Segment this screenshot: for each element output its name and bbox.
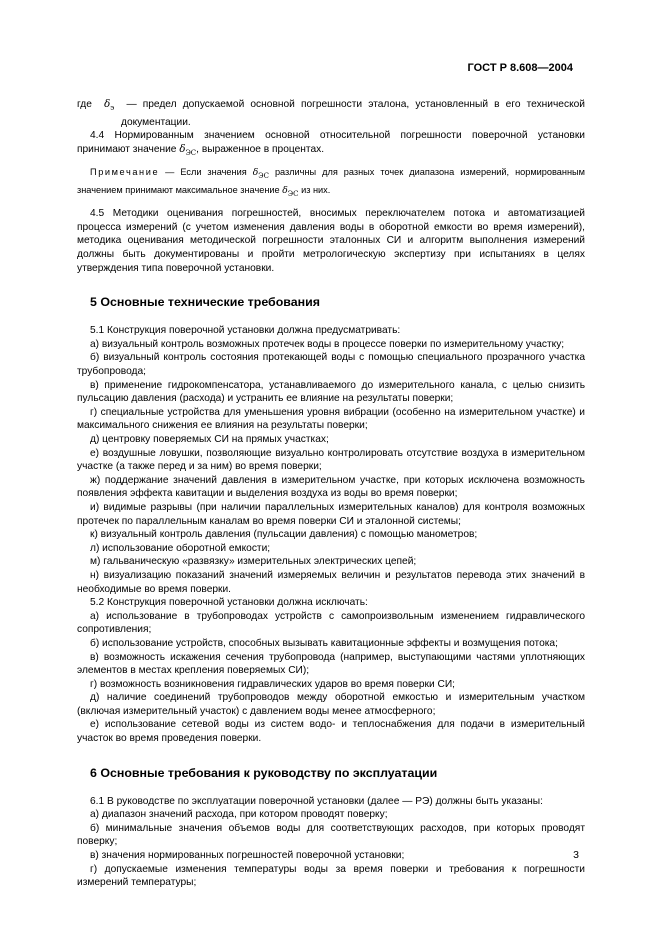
list-item-5-1: к) визуальный контроль давления (пульсации давления) с помощью манометров; [90, 529, 478, 541]
document-header: ГОСТ Р 8.608—2004 [467, 62, 573, 74]
section-5-heading: 5 Основные технические требования [90, 295, 320, 310]
list-item-5-1: г) специальные устройства для уменьшения уровня вибрации (особенно на измерительном участке) и максимального снижения ее влияния на результаты поверки; [77, 406, 585, 432]
where-word: где [77, 99, 92, 110]
page-number: 3 [573, 849, 579, 861]
list-item-6-1: а) диапазон значений расхода, при котором проводят поверку; [90, 809, 388, 821]
note-label: Примечание [90, 167, 160, 178]
list-item-5-2: г) возможность возникновения гидравлических ударов во время поверки СИ; [90, 678, 455, 690]
list-item-5-1: в) применение гидрокомпенсатора, устанавливаемого до измерительного канала, с целью снизить пульсацию давления (расхода) и устранить ее влияние на результаты поверки; [77, 379, 585, 405]
list-item-6-1: б) минимальные значения объемов воды для соответствующих расходов, при которых проводят поверку; [77, 822, 585, 848]
section-6-heading: 6 Основные требования к руководству по эксплуатации [90, 765, 438, 780]
paragraph-4-4: 4.4 Нормированным значением основной относительной погрешности поверочной установки принимают значение $\delta_{ЭС}$, выраженное в процентах. [77, 130, 585, 157]
note: Примечание — Если значения $\delta_{ЭС}$ различны для разных точек диапазона измерений, нормированным значением принимают максимальное значение $\delta_{ЭС}$ из них. [77, 167, 585, 198]
delta-e-text: — предел допускаемой основной погрешности эталона, установленный в его технической документации. [121, 99, 585, 128]
note-symbol-2: $\delta_{ЭС}$ [282, 184, 299, 198]
paragraph-5-1: 5.1 Конструкция поверочной установки должна предусматривать: [90, 325, 401, 337]
list-item-5-2: д) наличие соединений трубопроводов между оборотной емкостью и измерительным участком (включая измерительный участок) с давлением воды менее атмосферного; [77, 692, 585, 717]
list-item-5-2: а) использование в трубопроводах устройств с самопроизвольным изменением гидравлического сопротивления; [77, 610, 585, 636]
list-item-5-2: в) возможность искажения сечения трубопровода (например, выступающими частями уплотняющих элементов в местах крепления поверяемых СИ); [77, 651, 585, 677]
list-item-5-2: б) использование устройств, способных вызывать кавитационные эффекты и возмущения потока; [90, 637, 558, 649]
paragraph-4-5: 4.5 Методики оценивания погрешностей, вносимых переключателем потока и автоматизацией процесса измерений (с учетом изменения давления воды в оборотной емкости во время измерений), методика оценивания методической погрешности эталонных СИ и алгоритм выполнения измерений должны быть документированы и пройти метрологическую экспертизу при испытаниях в целях утверждения типа поверочной установки. [77, 208, 585, 274]
list-item-6-1: г) допускаемые изменения температуры воды за время поверки и требования к погрешности измерений температуры; [77, 863, 585, 889]
list-item-5-1: л) использование оборотной емкости; [90, 542, 271, 554]
list-item-6-1: в) значения нормированных погрешностей поверочной установки; [90, 850, 405, 862]
delta-es-symbol: $\delta_{ЭС}$ [179, 143, 197, 157]
paragraph-6-1: 6.1 В руководстве по эксплуатации поверочной установки (далее — РЭ) должны быть указаны: [90, 795, 543, 807]
list-item-5-2: е) использование сетевой воды из систем водо- и теплоснабжения для подачи в измерительный участок во время проведения поверки. [77, 719, 585, 745]
list-item-5-1: а) визуальный контроль возможных протечек воды в процессе поверки по измерительному участку; [90, 338, 565, 350]
delta-e-symbol: $\delta_э$ [104, 99, 115, 113]
list-item-5-1: ж) поддержание значений давления в измерительном участке, при которых исключена возможность появления эффекта кавитации и выделения воздуха из воды во время поверки; [77, 474, 585, 500]
paragraph-5-2: 5.2 Конструкция поверочной установки должна исключать: [90, 597, 368, 609]
list-item-5-1: е) воздушные ловушки, позволяющие визуально контролировать отсутствие воздуха в измерительном участке (а также перед и за ним) во время поверки; [77, 447, 585, 473]
list-item-5-1: и) видимые разрывы (при наличии параллельных измерительных каналов) для контроля возможных протечек по параллельным каналам во время поверки СИ и эталонной системы; [77, 501, 585, 527]
list-item-5-1: н) визуализацию показаний значений измеряемых величин и результатов перевода этих значений в необходимые во время поверки. [77, 569, 585, 595]
note-symbol-1: $\delta_{ЭС}$ [252, 167, 269, 181]
list-item-5-1: м) гальваническую «развязку» измерительных электрических цепей; [90, 556, 417, 568]
list-item-5-1: д) центровку поверяемых СИ на прямых участках; [90, 434, 329, 445]
definition-delta-e [77, 98, 585, 129]
document-body [77, 98, 585, 890]
list-item-5-1: б) визуальный контроль состояния протекающей воды с помощью специального прозрачного участка трубопровода; [77, 352, 585, 378]
